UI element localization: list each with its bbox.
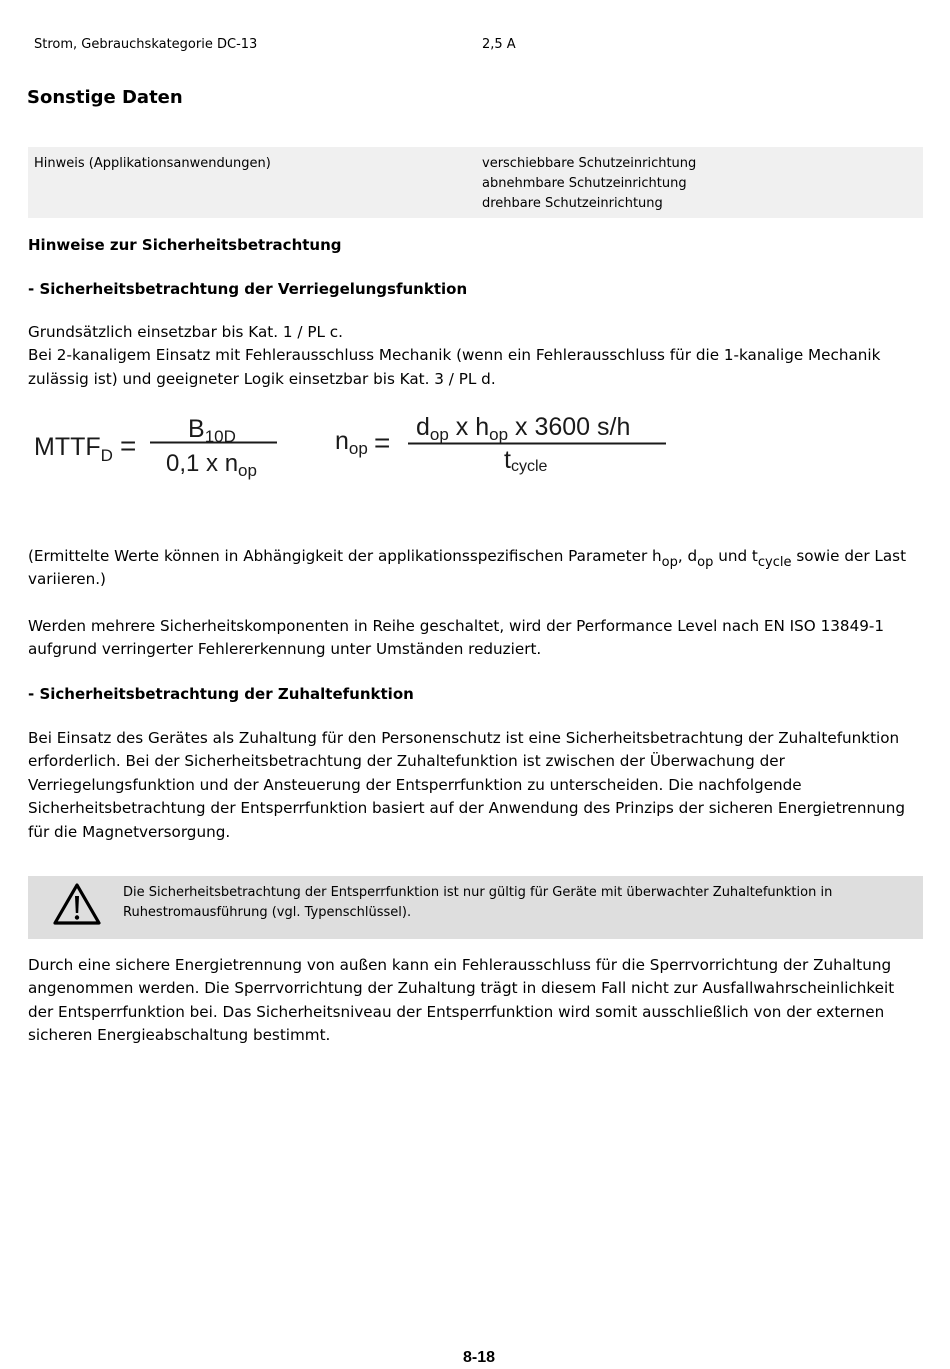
variation-text: sowie der Last variieren.) (28, 547, 907, 589)
variation-text: (Ermittelte Werte können in Abhängigkeit der applikationsspezifischen Parameter h (28, 547, 662, 565)
info-table-label: Hinweis (Applikationsanwendungen) (34, 156, 271, 171)
final-paragraph: Durch eine sichere Energietrennung von außen kann ein Fehlerausschluss für die Sperrvorrichtung der Zuhaltung angenommen werden. Die Sperrvorrichtung der Zuhaltung trägt in diesem Fall nicht zur Ausfallwahrscheinlichkeit der Entsperrfunktion bei. Das Sicherheitsniveau der Entsperrfunktion wird somit ausschließlich von der externen sicheren Energieabschaltung bestimmt. (28, 956, 895, 1045)
nop-num-d-sub: op (429, 425, 449, 444)
series-paragraph: Werden mehrere Sicherheitskomponenten in Reihe geschaltet, wird der Performance Level nach EN ISO 13849-1 aufgrund verringerter Fehlererkennung unter Umständen reduziert. (28, 617, 885, 659)
guard-heading: - Sicherheitsbetrachtung der Zuhaltefunktion (28, 685, 414, 703)
nop-lhs-sub: op (348, 439, 368, 458)
section-title: Sonstige Daten (27, 87, 183, 108)
info-value-item: verschiebbare Schutzeinrichtung (482, 156, 697, 171)
nop-equals: = (374, 427, 391, 458)
safety-heading: Hinweise zur Sicherheitsbetrachtung (28, 236, 342, 254)
variation-text: und t (713, 547, 758, 565)
variation-sub: cycle (757, 555, 792, 570)
svg-text:tcycle (504, 446, 548, 475)
nop-num-d: d (416, 413, 430, 441)
mttf-lhs-sub: D (100, 446, 113, 465)
spec-label: Strom, Gebrauchskategorie DC-13 (34, 37, 258, 52)
nop-denominator-main: t (504, 446, 511, 474)
variation-note (28, 545, 928, 592)
spec-value: 2,5 A (482, 37, 516, 52)
info-table-values (482, 154, 696, 214)
locking-paragraph-line2: Bei 2-kanaligem Einsatz mit Fehlerausschluss Mechanik (wenn ein Fehlerausschluss für die 1-kanalige Mechanik zulässig ist) und geeigneter Logik einsetzbar bis Kat. 3 / PL d. (28, 346, 881, 388)
warning-triangle-icon (52, 882, 102, 930)
guard-paragraph: Bei Einsatz des Gerätes als Zuhaltung für den Personenschutz ist eine Sicherheitsbetrachtung der Zuhaltefunktion erforderlich. Bei der Sicherheitsbetrachtung der Zuhaltefunktion ist zwischen der Überwachung der Verriegelungsfunktion und der Ansteuerung der Entsperrfunktion zu unterscheiden. Die nachfolgende Sicherheitsbetrachtung der Entsperrfunktion basiert auf der Anwendung des Prinzips der sicheren Energietrennung für die Magnetversorgung. (28, 729, 905, 841)
nop-lhs-main: n (335, 427, 349, 455)
variation-sub: op (697, 555, 714, 570)
svg-text:B10D (188, 415, 236, 446)
locking-paragraph-line1: Grundsätzlich einsetzbar bis Kat. 1 / PL c. (28, 323, 343, 341)
svg-text:dop x hop x 3600 s/h (416, 413, 630, 444)
mttf-denominator-main: 0,1 x n (166, 450, 239, 477)
mttf-lhs-main: MTTF (34, 433, 101, 461)
variation-text: , d (677, 547, 698, 565)
warning-note (28, 876, 923, 939)
formula-graphic (28, 405, 678, 490)
mttf-numerator-sub: 10D (204, 427, 236, 446)
locking-paragraph (28, 321, 920, 391)
info-value-item: drehbare Schutzeinrichtung (482, 196, 663, 211)
mttf-denominator-sub: op (238, 461, 257, 480)
svg-text:MTTFD (34, 433, 113, 465)
info-value-item: abnehmbare Schutzeinrichtung (482, 176, 687, 191)
info-table (28, 147, 923, 218)
svg-text:0,1 x nop (166, 450, 257, 480)
nop-num-rest: x 3600 s/h (508, 413, 631, 441)
locking-heading: - Sicherheitsbetrachtung der Verriegelungsfunktion (28, 280, 468, 298)
page-number: 8-18 (462, 1349, 496, 1366)
nop-num-h-sub: op (489, 425, 509, 444)
variation-sub: op (661, 555, 678, 570)
mttf-formula (34, 415, 277, 480)
mttf-equals: = (120, 430, 137, 461)
nop-num-x1: x h (448, 413, 490, 441)
warning-note-text: Die Sicherheitsbetrachtung der Entsperrfunktion ist nur gültig für Geräte mit überwachter Zuhaltefunktion in Ruhestromausführung (vgl. Typenschlüssel). (123, 885, 833, 920)
nop-formula (335, 413, 666, 475)
mttf-numerator-main: B (188, 415, 205, 443)
svg-text:nop (335, 427, 368, 458)
nop-denominator-sub: cycle (510, 458, 548, 475)
